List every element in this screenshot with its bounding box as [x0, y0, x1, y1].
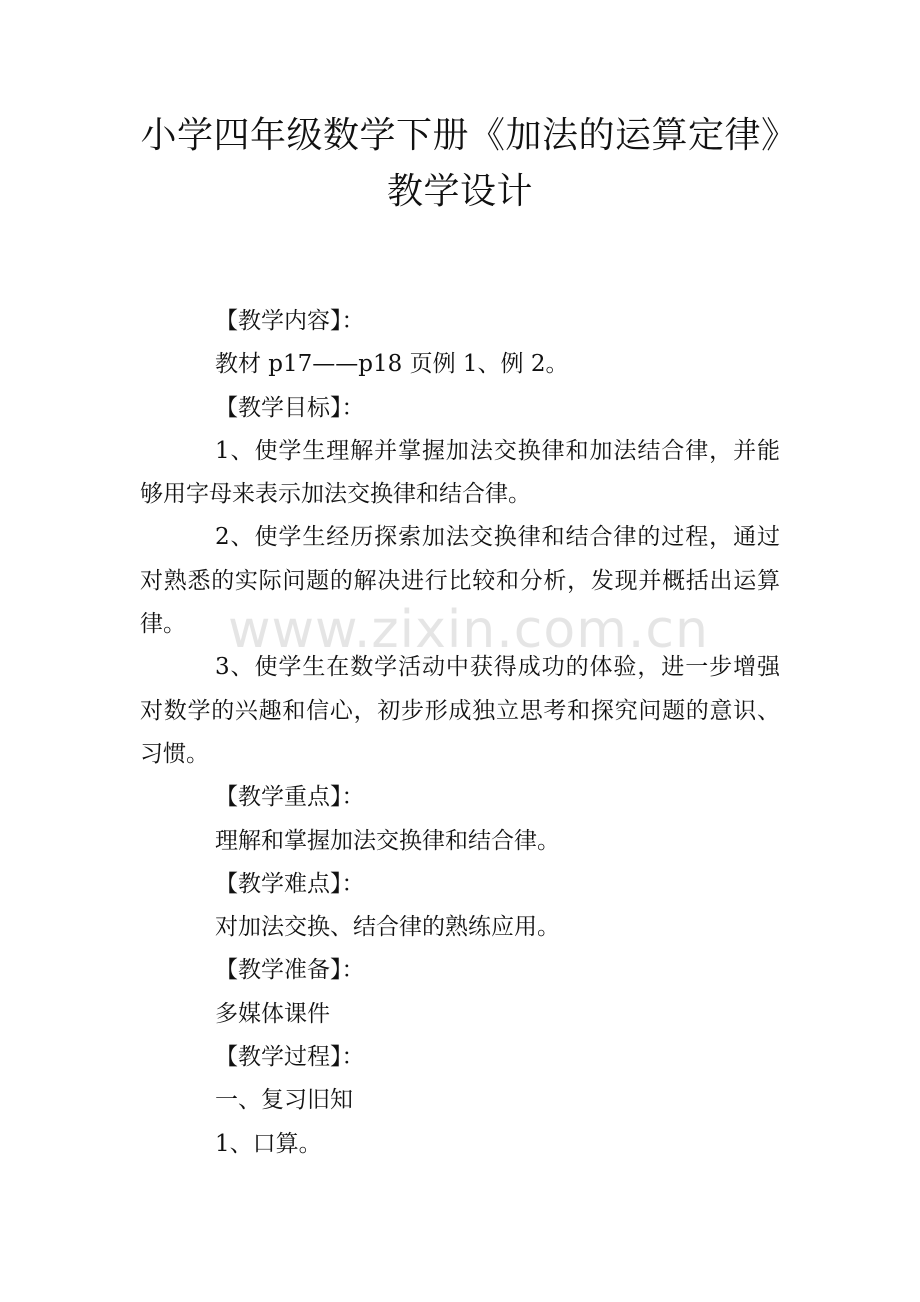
section-text-key-points: 理解和掌握加法交换律和结合律。 — [215, 827, 560, 854]
section-heading-process: 【教学过程】： — [215, 1044, 365, 1071]
objective-paragraph-3: 3、使学生在数学活动中获得成功的体验，进一步增强对数学的兴趣和信心，初步形成独立思考和探究问题的意识、习惯。 — [140, 654, 780, 767]
section-heading-content: 【教学内容】： — [215, 308, 365, 334]
section-heading-difficulties: 【教学难点】： — [215, 870, 365, 897]
section-heading-objectives: 【教学目标】： — [215, 394, 365, 421]
objective-paragraph-1: 1、使学生理解并掌握加法交换律和加法结合律，并能够用字母来表示加法交换律和结合律。 — [140, 437, 780, 508]
document-body — [140, 300, 780, 1166]
section-text-preparation: 多媒体课件 — [215, 1000, 330, 1027]
document-title: 小学四年级数学下册《加法的运算定律》教学设计 — [140, 115, 780, 212]
section-text-content: 教材 p17——p18 页例 1、例 2。 — [215, 351, 569, 378]
section-text-difficulties: 对加法交换、结合律的熟练应用。 — [215, 914, 560, 941]
section-heading-key-points: 【教学重点】： — [215, 784, 365, 811]
objective-paragraph-2: 2、使学生经历探索加法交换律和结合律的过程，通过对熟悉的实际问题的解决进行比较和分析，发现并概括出运算律。 — [140, 524, 780, 638]
section-text-process: 一、复习旧知 — [215, 1087, 353, 1114]
section-heading-preparation: 【教学准备】： — [215, 957, 365, 984]
watermark-text: www.zixin.com.cn — [228, 600, 709, 660]
process-item-mental-arithmetic: 1、口算。 — [215, 1130, 322, 1157]
